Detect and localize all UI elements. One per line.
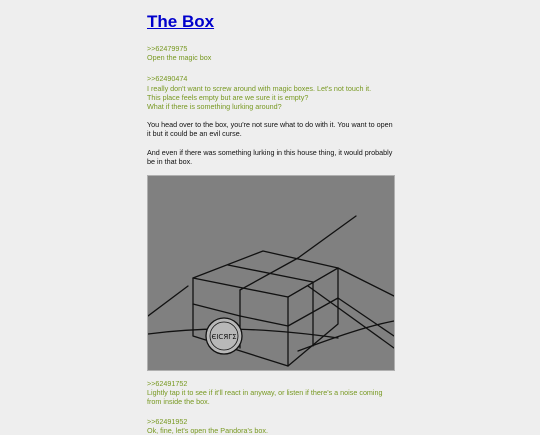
greentext-line: Ok, fine, let's open the Pandora's box. <box>147 425 269 435</box>
post-4 <box>147 417 397 435</box>
post-1 <box>147 44 397 62</box>
box-top <box>193 251 338 297</box>
seal-text: ЄΙСЯΓΣ <box>211 333 237 342</box>
post-ref-link[interactable]: >>62490474 <box>147 74 188 84</box>
story-paragraph: And even if there was something lurking in this house thing, it would probably be in that box. <box>147 147 393 166</box>
post-ref-link[interactable]: >>62491752 <box>147 379 188 389</box>
greentext-line: What if there is something lurking around? <box>147 102 282 112</box>
post-3 <box>147 379 397 407</box>
floor-line <box>148 286 188 316</box>
thread-column <box>147 0 397 435</box>
story-image <box>147 175 395 371</box>
post-2 <box>147 74 397 111</box>
post-ref-link[interactable]: >>62491952 <box>147 416 188 426</box>
page-title[interactable]: The Box <box>147 12 215 31</box>
box-string <box>338 268 394 296</box>
greentext-line: Lightly tap it to see if it'll react in anyway, or listen if there's a noise coming from inside the box. <box>147 388 383 407</box>
box-string <box>288 298 394 336</box>
box-string <box>298 216 356 258</box>
greentext-line: This place feels empty but are we sure it is empty? <box>147 92 309 102</box>
floor-line <box>148 329 338 338</box>
greentext-line: Open the magic box <box>147 53 212 63</box>
box-drawing <box>148 176 394 370</box>
box-string <box>240 258 298 290</box>
post-ref-link[interactable]: >>62479975 <box>147 44 188 53</box>
story-paragraph: You head over to the box, you're not sure what to do with it. You want to open it but it could be an evil curse. <box>147 120 393 139</box>
greentext-line: I really don't want to screw around with magic boxes. Let's not touch it. <box>147 83 372 93</box>
